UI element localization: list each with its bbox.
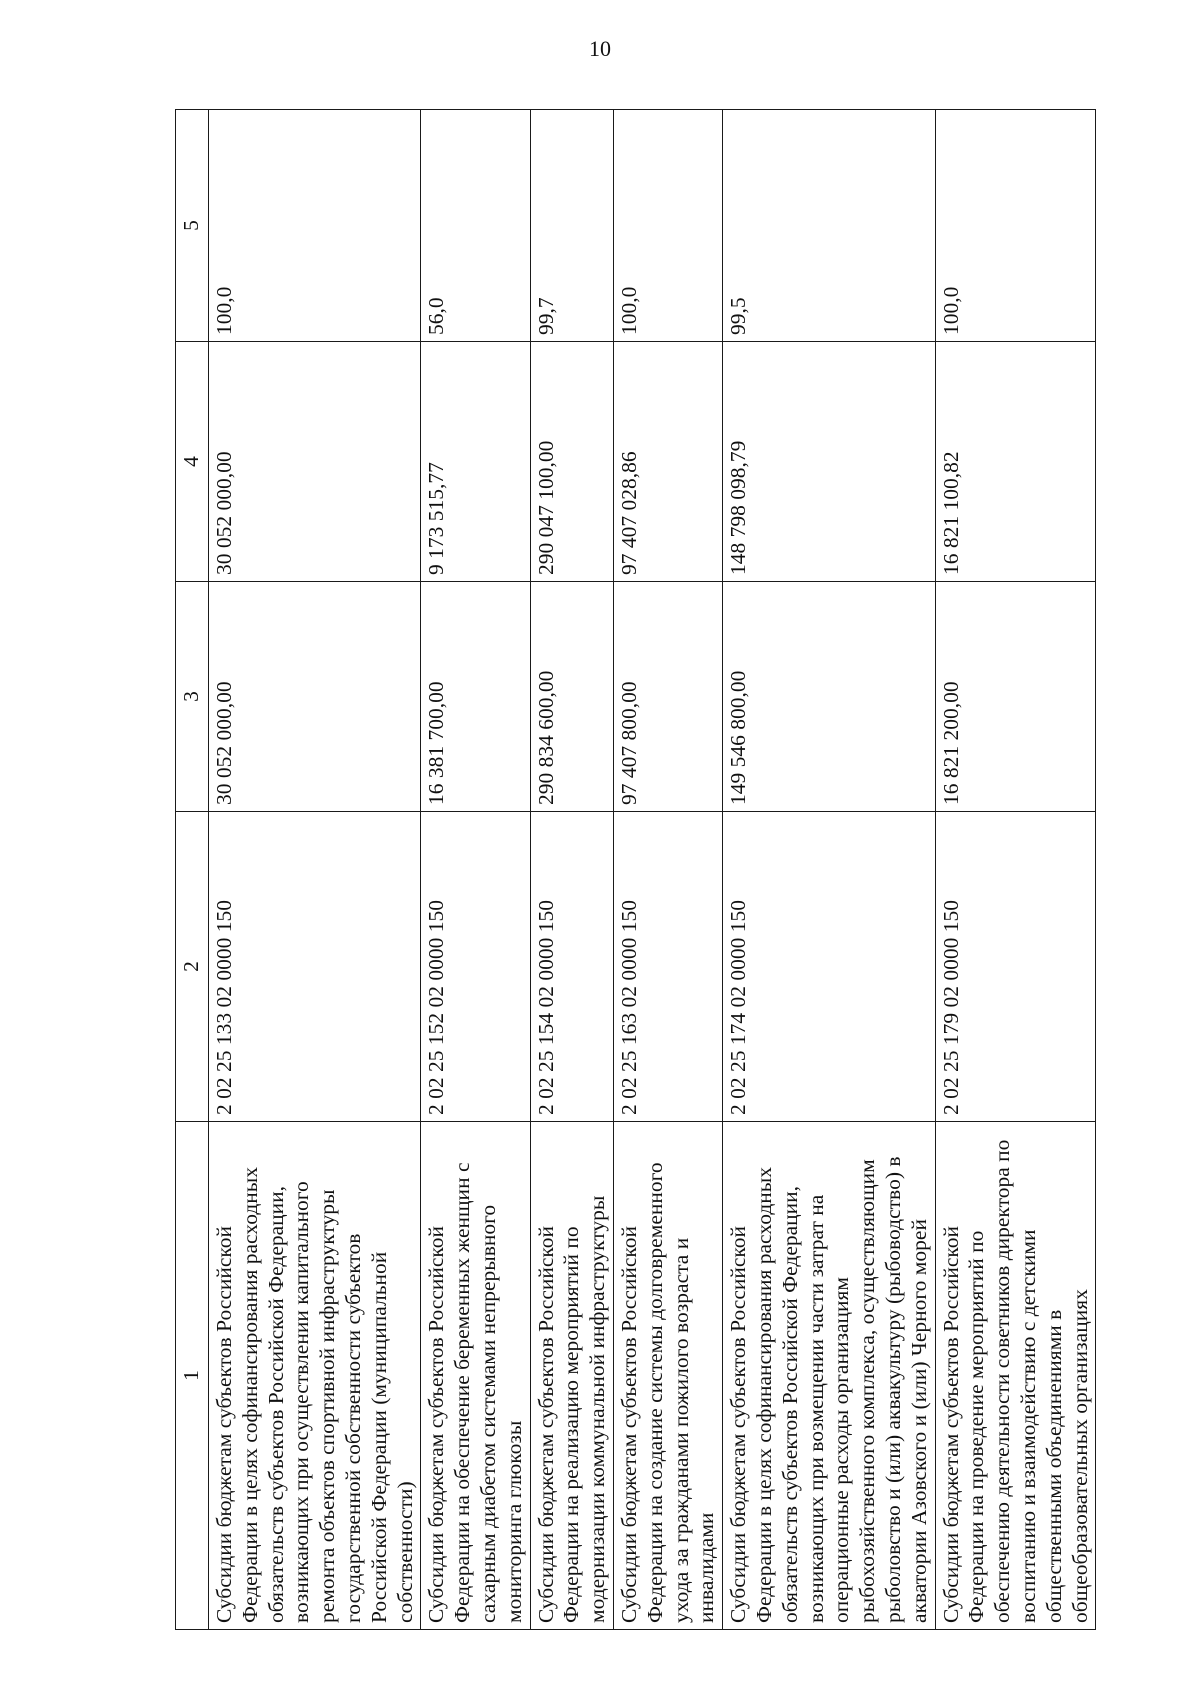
budget-code: 2 02 25 154 02 0000 150 (530, 812, 613, 1122)
subsidy-name: Субсидии бюджетам субъектов Российской Федерации в целях софинансирования расходных обязательств субъектов Российской Федерации, возникающих при возмещении части затрат на операционные расходы организациям рыбохозяйственного комплекса, осуществляющим рыболовство и (или) аквакультуру (рыбоводство) в акватории Азовского и (или) Черного морей (723, 1122, 935, 1630)
actual-amount: 16 821 100,82 (935, 342, 1096, 582)
table-row (530, 110, 613, 1630)
budget-code: 2 02 25 163 02 0000 150 (613, 812, 722, 1122)
actual-amount: 290 047 100,00 (530, 342, 613, 582)
execution-percent: 100,0 (613, 110, 722, 342)
table-row (613, 110, 722, 1630)
actual-amount: 97 407 028,86 (613, 342, 722, 582)
subsidy-name: Субсидии бюджетам субъектов Российской Федерации на проведение мероприятий по обеспечению деятельности советников директора по воспитанию и взаимодействию с детскими общественными объединениями в общеобразовательных организациях (935, 1122, 1096, 1630)
actual-amount: 30 052 000,00 (209, 342, 421, 582)
planned-amount: 30 052 000,00 (209, 582, 421, 812)
budget-code: 2 02 25 133 02 0000 150 (209, 812, 421, 1122)
table-header-row (176, 110, 209, 1630)
column-header-percent: 5 (176, 110, 209, 342)
column-header-code: 2 (176, 812, 209, 1122)
table-row (723, 110, 935, 1630)
planned-amount: 290 834 600,00 (530, 582, 613, 812)
execution-percent: 100,0 (935, 110, 1096, 342)
subsidy-name: Субсидии бюджетам субъектов Российской Федерации на создание системы долговременного ухода за гражданами пожилого возраста и инвалидами (613, 1122, 722, 1630)
rotated-table-container (175, 110, 1092, 1630)
table-row (935, 110, 1096, 1630)
column-header-name: 1 (176, 1122, 209, 1630)
budget-code: 2 02 25 152 02 0000 150 (421, 812, 530, 1122)
budget-code: 2 02 25 179 02 0000 150 (935, 812, 1096, 1122)
execution-percent: 99,7 (530, 110, 613, 342)
column-header-actual: 4 (176, 342, 209, 582)
execution-percent: 100,0 (209, 110, 421, 342)
subsidy-name: Субсидии бюджетам субъектов Российской Федерации на реализацию мероприятий по модернизации коммунальной инфраструктуры (530, 1122, 613, 1630)
planned-amount: 16 381 700,00 (421, 582, 530, 812)
column-header-planned: 3 (176, 582, 209, 812)
table-row (209, 110, 421, 1630)
actual-amount: 9 173 515,77 (421, 342, 530, 582)
actual-amount: 148 798 098,79 (723, 342, 935, 582)
budget-subsidies-table (175, 109, 1096, 1630)
page-number: 10 (589, 36, 611, 61)
execution-percent: 99,5 (723, 110, 935, 342)
budget-code: 2 02 25 174 02 0000 150 (723, 812, 935, 1122)
subsidy-name: Субсидии бюджетам субъектов Российской Федерации на обеспечение беременных женщин с сахарным диабетом системами непрерывного мониторинга глюкозы (421, 1122, 530, 1630)
table-row (421, 110, 530, 1630)
planned-amount: 149 546 800,00 (723, 582, 935, 812)
planned-amount: 16 821 200,00 (935, 582, 1096, 812)
subsidy-name: Субсидии бюджетам субъектов Российской Федерации в целях софинансирования расходных обязательств субъектов Российской Федерации, возникающих при осуществлении капитального ремонта объектов спортивной инфраструктуры государственной собственности субъектов Российской Федерации (муниципальной собственности) (209, 1122, 421, 1630)
planned-amount: 97 407 800,00 (613, 582, 722, 812)
execution-percent: 56,0 (421, 110, 530, 342)
